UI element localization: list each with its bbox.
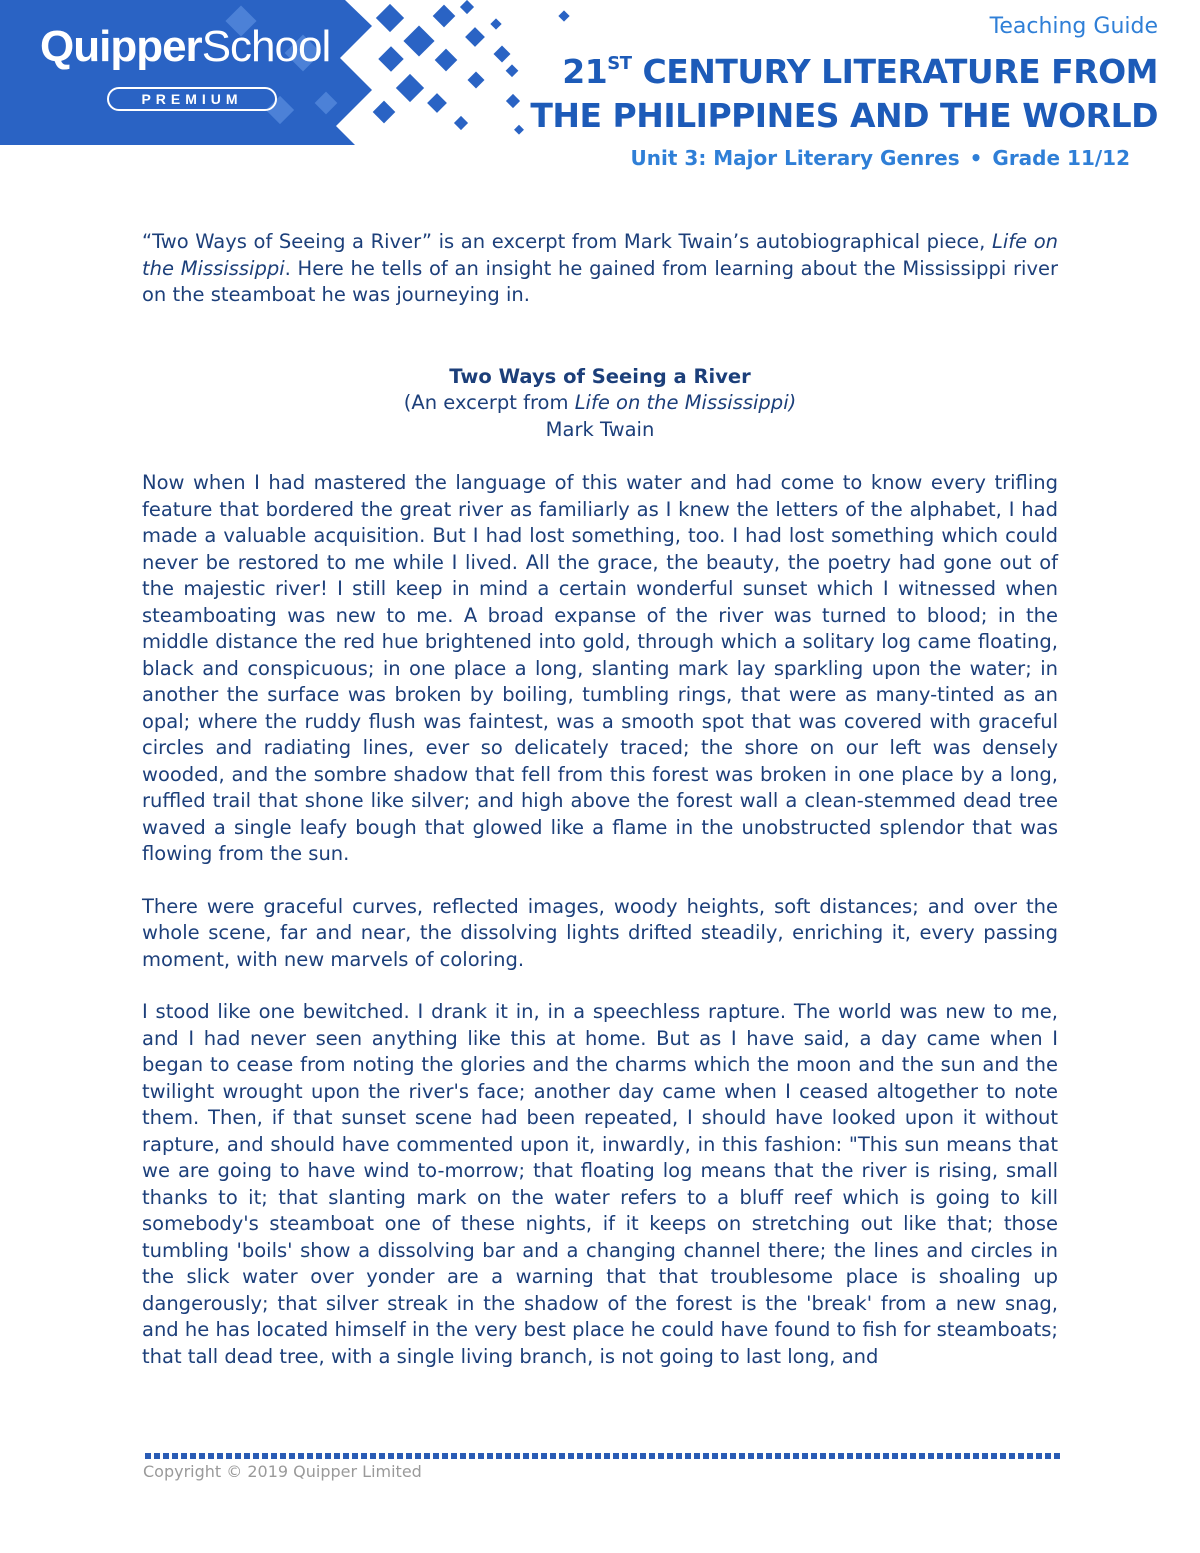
story-paragraph: There were graceful curves, reflected images, woody heights, soft distances; and over the whole scene, far and near, the dissolving lights drifted steadily, enriching it, every passing moment, with new marvels of coloring.	[142, 894, 1058, 971]
premium-badge: PREMIUM	[107, 87, 277, 111]
document-body	[142, 229, 1058, 1370]
quipper-school-logo	[40, 22, 330, 72]
course-title-line-1	[438, 50, 1158, 94]
course-title	[438, 50, 1158, 138]
intro-text-2: . Here he tells of an insight he gained from learning about the Mississippi river on the steamboat he was journeying in.	[142, 256, 1058, 306]
teaching-guide-label: Teaching Guide	[989, 14, 1158, 39]
intro-work-title: Life on the Mississippi	[142, 230, 1058, 280]
copyright-notice: Copyright © 2019 Quipper Limited	[143, 1462, 422, 1481]
story-subtitle	[142, 390, 1058, 417]
intro-text-1: “Two Ways of Seeing a River” is an excerpt from Mark Twain’s autobiographical piece,	[142, 230, 992, 253]
subtitle-prefix: (An excerpt from	[403, 391, 575, 414]
logo-word-quipper: Quipper	[40, 22, 202, 71]
grade-label: Grade 11/12	[992, 146, 1130, 170]
unit-grade-line	[631, 146, 1130, 170]
intro-paragraph	[142, 229, 1058, 309]
title-number: 21	[562, 52, 608, 91]
title-line-1-rest: CENTURY LITERATURE FROM	[631, 52, 1158, 91]
story-author: Mark Twain	[545, 417, 655, 441]
logo-word-school: School	[201, 22, 331, 71]
title-superscript: ST	[607, 53, 632, 74]
story-paragraph: Now when I had mastered the language of this water and had come to know every trifling feature that bordered the great river as familiarly as I knew the letters of the alphabet, I had made a valuable acquisition. But I had lost something, too. I had lost something which could never be restored to me while I lived. All the grace, the beauty, the poetry had gone out of the majestic river! I still keep in mind a certain wonderful sunset which I witnessed when steamboating was new to me. A broad expanse of the river was turned to blood; in the middle distance the red hue brightened into gold, through which a solitary log came floating, black and conspicuous; in one place a long, slanting mark lay sparkling upon the water; in another the surface was broken by boiling, tumbling rings, that were as many-tinted as an opal; where the ruddy flush was faintest, was a smooth spot that was covered with graceful circles and radiating lines, ever so delicately traced; the shore on our left was densely wooded, and the sombre shadow that fell from this forest was broken in one place by a long, ruffled trail that shone like silver; and high above the forest wall a clean-stemmed dead tree waved a single leafy bough that glowed like a flame in the unobstructed splendor that was flowing from the sun.	[142, 471, 1058, 865]
header-titles	[438, 12, 1158, 138]
story-title: Two Ways of Seeing a River	[449, 364, 751, 388]
unit-label: Unit 3: Major Literary Genres	[630, 146, 960, 170]
separator-dot: •	[969, 146, 983, 170]
story-paragraph: I stood like one bewitched. I drank it in, in a speechless rapture. The world was new to me, and I had never seen anything like this at home. But as I have said, a day came when I began to cease from noting the glories and the charms which the moon and the sun and the twilight wrought upon the river's face; another day came when I ceased altogether to note them. Then, if that sunset scene had been repeated, I should have looked upon it without rapture, and should have commented upon it, inwardly, in this fashion: "This sun means that we are going to have wind to-morrow; that floating log means that the river is rising, small thanks to it; that slanting mark on the water refers to a bluff reef which is going to kill somebody's steamboat one of these nights, if it keeps on stretching out like that; those tumbling 'boils' show a dissolving bar and a changing channel there; the lines and circles in the slick water over yonder are a warning that that troublesome place is shoaling up dangerously; that silver streak in the shadow of the forest is the 'break' from a new snag, and he has located himself in the very best place he could have found to fish for steamboats; that tall dead tree, with a single living branch, is not going to last long, and	[142, 1000, 1058, 1368]
footer-dotted-rule	[145, 1453, 1063, 1459]
course-title-line-2: THE PHILIPPINES AND THE WORLD	[530, 96, 1158, 135]
subtitle-work-title: Life on the Mississippi)	[574, 391, 797, 414]
